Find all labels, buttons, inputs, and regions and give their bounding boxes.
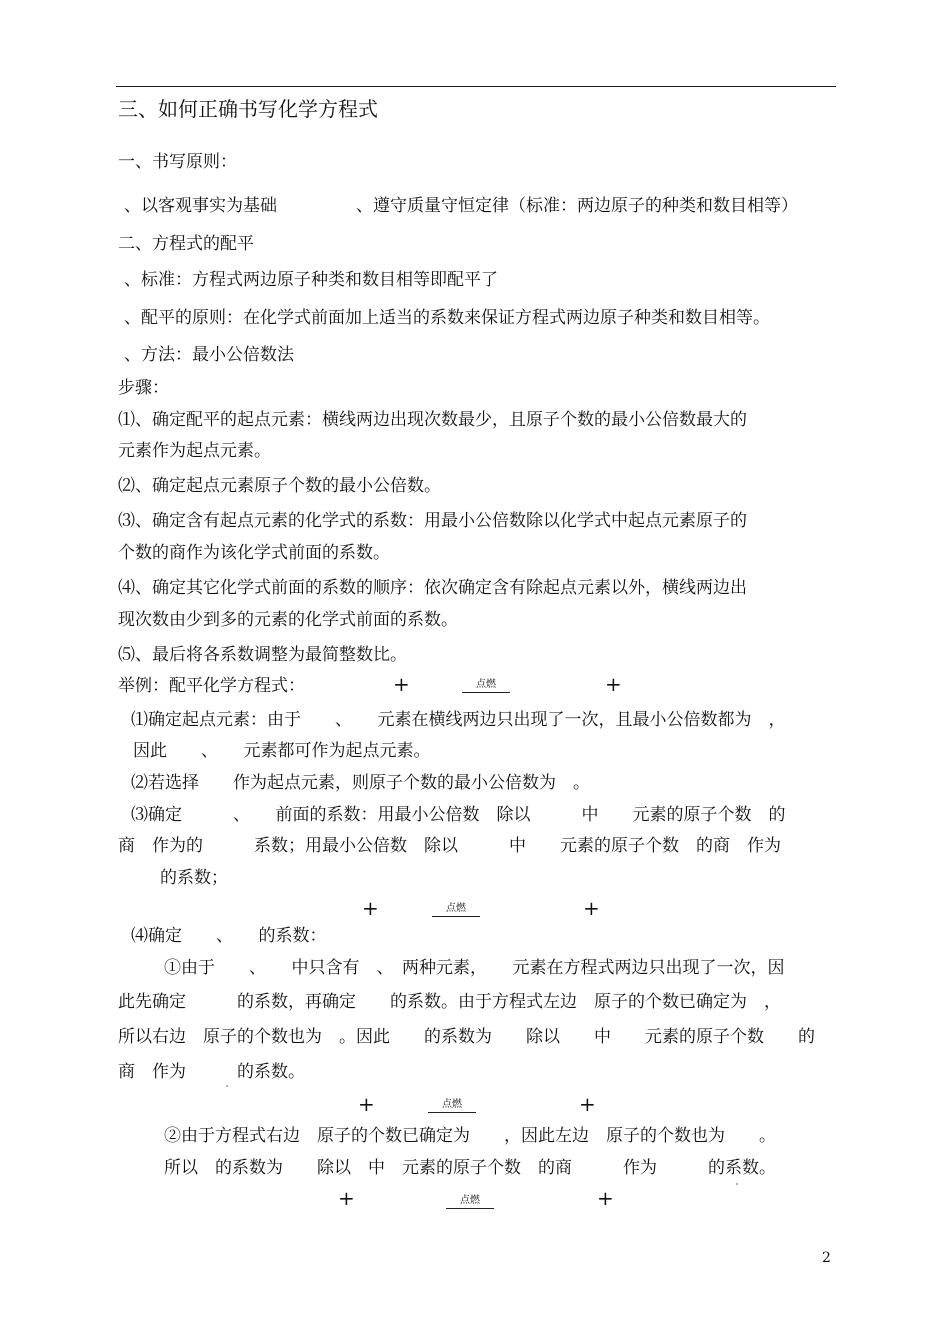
steps-heading: 步骤： (118, 378, 169, 398)
example-step-4a-line-1: ①由于 、 中只含有 、 两种元素， 元素在方程式两边只出现了一次，因 (164, 958, 785, 978)
example-step-4-heading: ⑷确定 、 的系数： (131, 926, 327, 946)
example-step-3-line-3: 的系数； (160, 868, 228, 888)
equation-plus-sign: + (358, 1092, 375, 1116)
equation-plus-sign: + (583, 896, 600, 920)
example-intro: 举例：配平化学方程式： (118, 676, 305, 696)
reaction-condition: 点燃 (462, 679, 510, 693)
step-3-line-1: ⑶、确定含有起点元素的化学式的系数：用最小公倍数除以化学式中起点元素原子的 (118, 511, 747, 531)
stray-mark (226, 1085, 228, 1087)
example-step-4b-line-2: 所以 的系数为 除以 中 元素的原子个数 的商 作为 的系数。 (164, 1158, 776, 1178)
equation-plus-sign: + (393, 672, 410, 696)
example-step-4a-line-4: 商 作为 的系数。 (118, 1062, 305, 1082)
example-step-3-line-1: ⑶确定 、 前面的系数：用最小公倍数 除以 中 元素的原子个数 的 (131, 805, 786, 825)
stray-mark (736, 1183, 738, 1185)
example-step-2: ⑵若选择 作为起点元素，则原子个数的最小公倍数为 。 (131, 773, 590, 793)
equation-plus-sign: + (597, 1186, 614, 1210)
example-step-4a-line-3: 所以右边 原子的个数也为 。因此 的系数为 除以 中 元素的原子个数 的 (118, 1027, 815, 1047)
equation-plus-sign: + (605, 672, 622, 696)
principle-2: 、遵守质量守恒定律（标准：两边原子的种类和数目相等） (356, 196, 798, 216)
reaction-condition: 点燃 (446, 1195, 494, 1209)
step-4-line-2: 现次数由少到多的元素的化学式前面的系数。 (118, 610, 458, 630)
step-3-line-2: 个数的商作为该化学式前面的系数。 (118, 543, 390, 563)
reaction-condition: 点燃 (428, 1099, 476, 1113)
example-step-1-line-1: ⑴确定起点元素：由于 、 元素在横线两边只出现了一次，且最小公倍数都为 ， (131, 710, 786, 730)
equation-plus-sign: + (362, 896, 379, 920)
example-step-4a-line-2: 此先确定 的系数，再确定 的系数。由于方程式左边 原子的个数已确定为 ， (118, 992, 781, 1012)
section-heading-principles: 一、书写原则： (118, 152, 237, 172)
section-heading-balancing: 二、方程式的配平 (118, 234, 254, 254)
balancing-method: 、方法：最小公倍数法 (124, 345, 294, 365)
example-step-3-line-2: 商 作为的 系数；用最小公倍数 除以 中 元素的原子个数 的商 作为 (118, 836, 781, 856)
page-number: 2 (822, 1250, 831, 1266)
example-step-1-line-2: 因此 、 元素都可作为起点元素。 (133, 741, 431, 761)
example-step-4b-line-1: ②由于方程式右边 原子的个数已确定为 ，因此左边 原子的个数也为 。 (164, 1126, 776, 1146)
equation-plus-sign: + (579, 1092, 596, 1116)
principle-1: 、以客观事实为基础 (124, 196, 277, 216)
equation-plus-sign: + (338, 1186, 355, 1210)
step-2: ⑵、确定起点元素原子个数的最小公倍数。 (118, 476, 441, 496)
header-rule (116, 86, 836, 87)
balancing-standard: 、标准：方程式两边原子种类和数目相等即配平了 (124, 270, 498, 290)
step-1-line-2: 元素作为起点元素。 (118, 441, 271, 461)
step-5: ⑸、最后将各系数调整为最简整数比。 (118, 645, 407, 665)
balancing-principle: 、配平的原则：在化学式前面加上适当的系数来保证方程式两边原子种类和数目相等。 (124, 308, 770, 328)
step-1-line-1: ⑴、确定配平的起点元素：横线两边出现次数最少，且原子个数的最小公倍数最大的 (118, 410, 747, 430)
page-title: 三、如何正确书写化学方程式 (118, 97, 378, 121)
step-4-line-1: ⑷、确定其它化学式前面的系数的顺序：依次确定含有除起点元素以外，横线两边出 (118, 578, 747, 598)
reaction-condition: 点燃 (432, 903, 480, 917)
